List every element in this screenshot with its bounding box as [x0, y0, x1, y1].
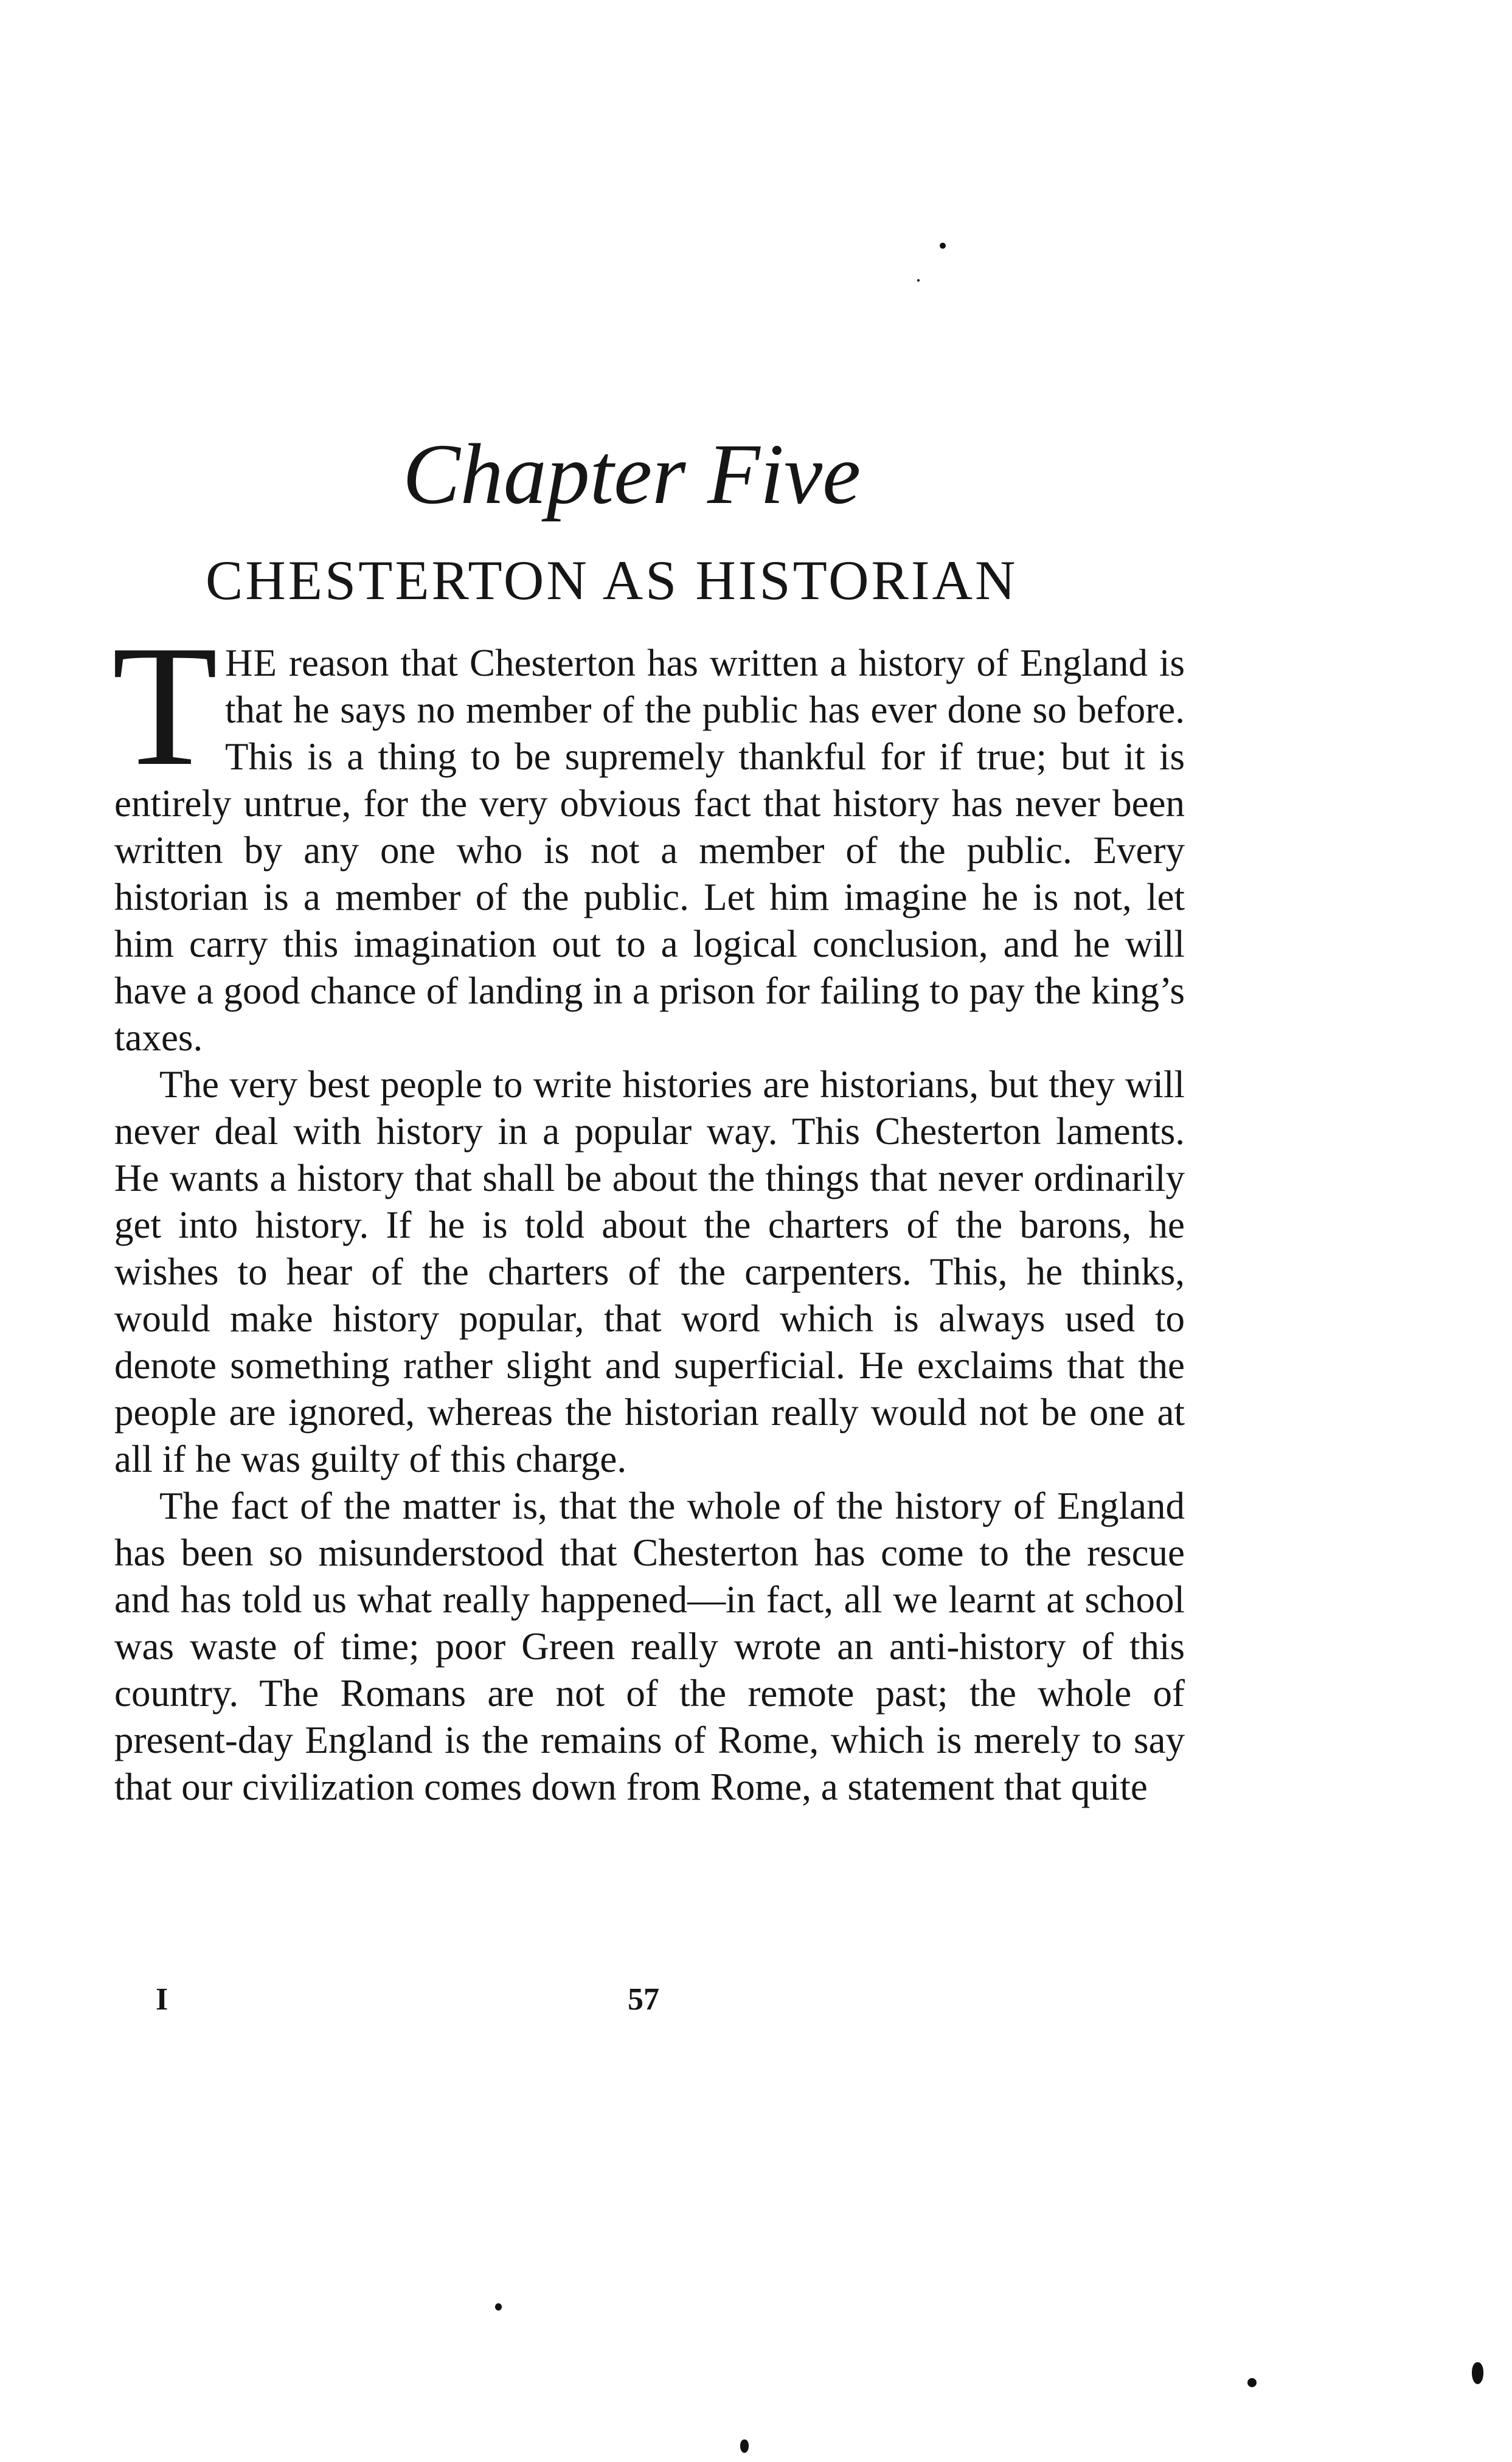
body-paragraph: The fact of the matter is, that the whole of the history of England has been so misunderstood that Chesterton has come to the rescue and has told us what really happened—in fact, all we learnt at school was waste of time; poor Green really wrote an anti-history of this country. The Romans are not of the remote past; the whole of present-day England is the remains of Rome, which is merely to say that our civilization comes down from Rome, a statement that quite [114, 1485, 1185, 1808]
chapter-body [112, 609, 1185, 1811]
opening-small-caps: HE [225, 642, 277, 684]
print-speck [940, 243, 946, 249]
print-speck [1472, 2362, 1483, 2384]
opening-paragraph [112, 609, 1185, 1061]
drop-cap: T [112, 609, 218, 802]
print-speck [917, 279, 920, 282]
chapter-heading: Chapter Five [403, 426, 861, 522]
page-number: 57 [628, 1982, 659, 2017]
chapter-title: CHESTERTON AS HISTORIAN [206, 549, 1018, 611]
opening-paragraph-text: reason that Chesterton has written a history of England is that he says no member of the public has ever done so before. This is a thing to be supremely thankful for if true; but it is entirely untrue, for the very obvious fact that history has never been written by any one who is not a member of the public. Every historian is a member of the public. Let him imagine he is not, let him carry this imagination out to a logical conclusion, and he will have a good chance of landing in a prison for failing to pay the king’s taxes. [114, 642, 1185, 1059]
print-speck [740, 2439, 749, 2453]
print-speck [495, 2303, 502, 2311]
print-speck [1247, 2378, 1257, 2387]
signature-mark: I [156, 1982, 168, 2017]
body-paragraph: The very best people to write histories are historians, but they will never deal with history in a popular way. This Chesterton laments. He wants a history that shall be about the things that never ordinarily get into history. If he is told about the charters of the barons, he wishes to hear of the charters of the carpenters. This, he thinks, would make history popular, that word which is always used to denote something rather slight and superficial. He exclaims that the people are ignored, whereas the historian really would not be one at all if he was guilty of this charge. [114, 1063, 1185, 1480]
